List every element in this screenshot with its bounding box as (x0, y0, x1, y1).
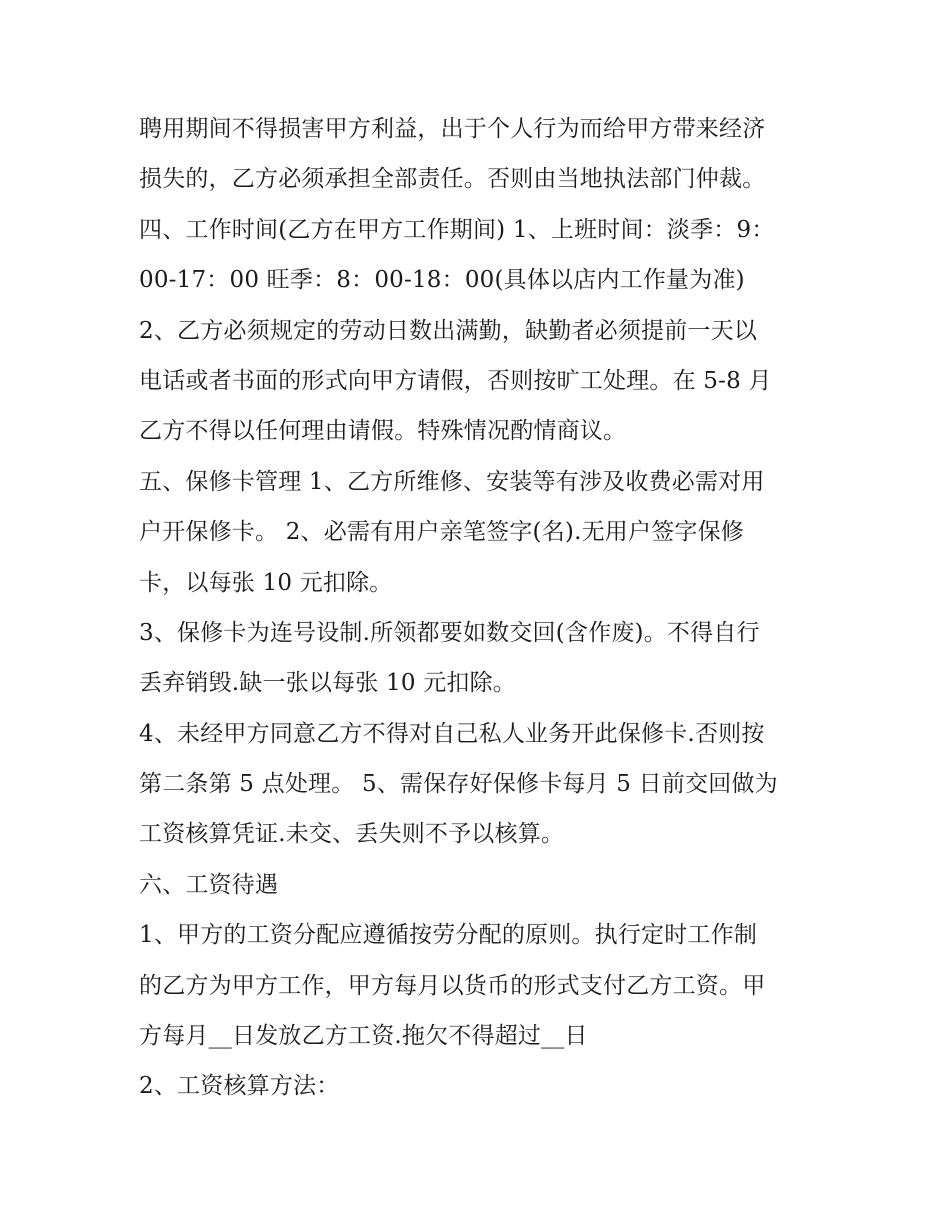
text-line: 2、工资核算方法： (139, 1073, 340, 1100)
text-line: 00-17：00 旺季：8：00-18：00(具体以店内工作量为准) (139, 267, 745, 294)
text-line: 3、保修卡为连号设制.所领都要如数交回(含作废)。不得自行 (139, 619, 760, 646)
text-line: 第二条第 5 点处理。 5、需保存好保修卡每月 5 日前交回做为 (139, 771, 778, 798)
text-line: 2、乙方必须规定的劳动日数出满勤，缺勤者必须提前一天以 (139, 317, 758, 344)
document-body (139, 104, 829, 1112)
text-line: 工资核算凭证.未交、丢失则不予以核算。 (139, 821, 565, 848)
text-line: 电话或者书面的形式向甲方请假，否则按旷工处理。在 5-8 月 (139, 367, 772, 394)
text-line: 户开保修卡。 2、必需有用户亲笔签字(名).无用户签字保修 (139, 519, 745, 546)
text-line: 4、未经甲方同意乙方不得对自己私人业务开此保修卡.否则按 (139, 720, 765, 747)
text-line: 方每月__日发放乙方工资.拖欠不得超过__日 (139, 1023, 588, 1050)
text-line: 乙方不得以任何理由请假。特殊情况酌情商议。 (139, 418, 627, 445)
text-line: 损失的，乙方必须承担全部责任。否则由当地执法部门仲裁。 (139, 166, 766, 193)
text-line: 1、甲方的工资分配应遵循按劳分配的原则。执行定时工作制 (139, 922, 758, 949)
text-line: 的乙方为甲方工作，甲方每月以货币的形式支付乙方工资。甲 (139, 972, 766, 999)
section-heading-line: 四、工作时间(乙方在甲方工作期间) 1、上班时间：淡季：9： (139, 216, 775, 243)
section-heading-line: 五、保修卡管理 1、乙方所维修、安装等有涉及收费必需对用 (139, 468, 765, 495)
section-heading: 六、工资待遇 (139, 871, 279, 898)
text-line: 丢弃销毁.缺一张以每张 10 元扣除。 (139, 670, 516, 697)
text-line: 卡，以每张 10 元扣除。 (139, 569, 393, 596)
text-line: 聘用期间不得损害甲方利益，出于个人行为而给甲方带来经济 (139, 116, 766, 142)
